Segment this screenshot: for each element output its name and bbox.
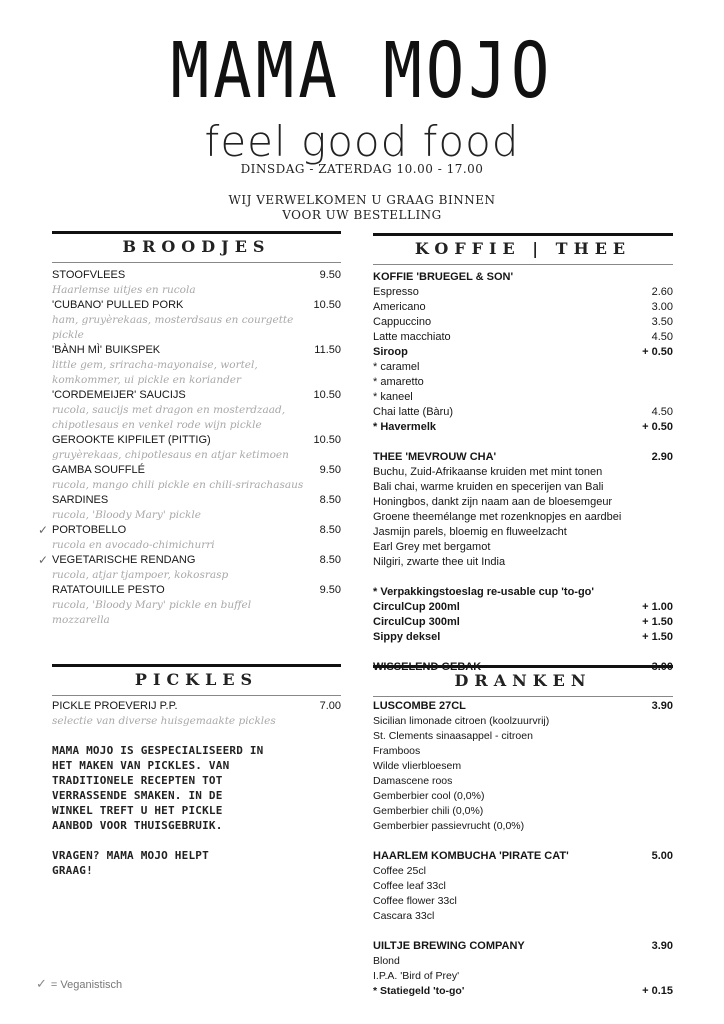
item-name: Cascara 33cl — [373, 910, 435, 922]
item-name: STOOFVLEES — [52, 269, 126, 281]
item-price: 4.50 — [651, 331, 673, 343]
thee-item — [373, 495, 673, 510]
drank-item — [373, 729, 673, 744]
broodje-desc: mozzarella — [52, 614, 110, 626]
koffie-item — [373, 315, 673, 330]
broodje-desc: rucola, saucijs met dragon en mosterdzaad, — [52, 404, 286, 416]
drank-item — [373, 774, 673, 789]
item-price: 10.50 — [313, 389, 341, 401]
broodje-desc: little gem, sriracha-mayonaise, wortel, — [52, 359, 258, 371]
thee-heading: THEE 'MEVROUW CHA' 2.90 — [373, 451, 673, 463]
broodje-item — [52, 433, 341, 448]
koffie-item — [373, 330, 673, 345]
broodje-item — [52, 298, 341, 313]
cup-item — [373, 600, 673, 615]
pickle-text-line: AANBOD VOOR THUISGEBRUIK. — [52, 819, 223, 832]
siroop-option — [373, 375, 673, 390]
item-name: Cappuccino — [373, 316, 432, 328]
logo — [0, 26, 724, 164]
pickles-list — [52, 699, 341, 878]
koffie-heading: KOFFIE 'BRUEGEL & SON' — [373, 271, 514, 283]
item-name: 'CORDEMEIJER' SAUCIJS — [52, 389, 186, 401]
brand-tagline: feel good food — [204, 117, 520, 166]
item-name: CirculCup 200ml — [373, 601, 460, 613]
item-name: Buchu, Zuid-Afrikaanse kruiden met mint tonen — [373, 466, 603, 478]
item-price: 10.50 — [313, 299, 341, 311]
vegan-check-icon: ✓ — [38, 553, 49, 567]
cup-item — [373, 615, 673, 630]
vegan-legend-text: = Veganistisch — [50, 979, 123, 991]
pickle-text-line: VRAGEN? MAMA MOJO HELPT — [52, 849, 209, 862]
item-name: Jasmijn parels, bloemig en fluweelzacht — [373, 526, 567, 538]
item-name: Groene theemélange met rozenknopjes en aardbei — [373, 511, 622, 523]
dranken-title: DRANKEN — [373, 665, 673, 697]
welcome-line-2: VOOR UW BESTELLING — [282, 208, 442, 222]
drank-item — [373, 819, 673, 834]
thee-item — [373, 525, 673, 540]
opening-hours: DINSDAG - ZATERDAG 10.00 - 17.00 — [240, 162, 484, 176]
broodje-item — [52, 388, 341, 403]
thee-item — [373, 465, 673, 480]
koffie-thee-list — [373, 270, 673, 675]
pickle-text-line: HET MAKEN VAN PICKLES. VAN — [52, 759, 230, 772]
item-name: St. Clements sinaasappel - citroen — [373, 730, 533, 742]
item-name: Latte macchiato — [373, 331, 451, 343]
pickle-questions-text — [52, 848, 341, 878]
siroop-row: Siroop + 0.50 — [373, 346, 673, 358]
item-name: Americano — [373, 301, 426, 313]
item-name: 'CUBANO' PULLED PORK — [52, 299, 184, 311]
broodje-desc: rucola, 'Bloody Mary' pickle en buffel — [52, 599, 252, 611]
drank-item — [373, 954, 673, 969]
item-name: Espresso — [373, 286, 419, 298]
thee-item — [373, 540, 673, 555]
item-price: 3.50 — [651, 316, 673, 328]
siroop-option — [373, 360, 673, 375]
item-name: * kaneel — [373, 391, 413, 403]
koffie-item — [373, 285, 673, 300]
broodje-item — [52, 583, 341, 598]
broodje-desc: Haarlemse uitjes en rucola — [52, 284, 196, 296]
drank-item — [373, 714, 673, 729]
broodje-item — [52, 268, 341, 283]
broodjes-title: BROODJES — [52, 231, 341, 263]
item-name: * caramel — [373, 361, 420, 373]
item-name: CirculCup 300ml — [373, 616, 460, 628]
broodje-desc: chipotlesaus en venkel rode wijn pickle — [52, 419, 262, 431]
broodje-item — [52, 493, 341, 508]
item-name: Wilde vlierbloesem — [373, 760, 462, 772]
item-price: 3.00 — [651, 301, 673, 313]
item-name: Nilgiri, zwarte thee uit India — [373, 556, 506, 568]
luscombe-heading: LUSCOMBE 27CL 3.90 — [373, 700, 673, 712]
item-name: Sicilian limonade citroen (koolzuurvrij) — [373, 715, 550, 727]
koffie-item — [373, 300, 673, 315]
item-name: * amaretto — [373, 376, 424, 388]
thee-item — [373, 480, 673, 495]
vegan-legend — [36, 976, 122, 992]
drank-item — [373, 804, 673, 819]
item-name: Bali chai, warme kruiden en specerijen van Bali — [373, 481, 604, 493]
pickle-item: PICKLE PROEVERIJ P.P. 7.00 — [52, 700, 341, 712]
welcome-line-1: WIJ VERWELKOMEN U GRAAG BINNEN — [228, 193, 496, 207]
broodje-desc: rucola, atjar tjampoer, kokosrasp — [52, 569, 229, 581]
item-name: 'BÀNH MÌ' BUIKSPEK — [52, 344, 161, 356]
item-price: 2.60 — [651, 286, 673, 298]
broodje-item — [38, 523, 341, 538]
item-price: + 1.50 — [642, 616, 673, 628]
item-name: RATATOUILLE PESTO — [52, 584, 165, 596]
statiegeld-row: * Statiegeld 'to-go' + 0.15 — [373, 985, 673, 997]
item-name: PORTOBELLO — [52, 524, 127, 536]
siroop-option — [373, 390, 673, 405]
item-price: + 1.50 — [642, 631, 673, 643]
item-name: Gemberbier passievrucht (0,0%) — [373, 820, 525, 832]
broodje-desc: rucola en avocado-chimichurri — [52, 539, 215, 551]
item-price: 11.50 — [314, 344, 341, 356]
pickle-info-text — [52, 743, 341, 833]
item-name: Blond — [373, 955, 400, 967]
item-price: 8.50 — [319, 554, 341, 566]
drank-item — [373, 909, 673, 924]
item-name: Framboos — [373, 745, 421, 757]
broodje-item — [38, 553, 341, 568]
dranken-list — [373, 699, 673, 999]
broodje-desc: rucola, mango chili pickle en chili-srirachasaus — [52, 479, 304, 491]
item-name: Sippy deksel — [373, 631, 441, 643]
gebak-row: WISSELEND GEBAK 3.00 — [373, 661, 673, 673]
item-price: 8.50 — [319, 524, 341, 536]
check-icon: ✓ — [36, 976, 47, 991]
item-name: I.P.A. 'Bird of Prey' — [373, 970, 460, 982]
pickle-text-line: GRAAG! — [52, 864, 93, 877]
welcome-message — [0, 193, 724, 223]
item-price: 9.50 — [319, 464, 341, 476]
item-name: Coffee leaf 33cl — [373, 880, 446, 892]
broodje-desc: pickle — [52, 329, 84, 341]
koffie-thee-title: KOFFIE | THEE — [373, 233, 673, 265]
item-name: GAMBA SOUFFLÉ — [52, 464, 145, 476]
item-price: 10.50 — [313, 434, 341, 446]
chai-row: Chai latte (Bàru) 4.50 — [373, 406, 673, 418]
pickle-text-line: TRADITIONELE RECEPTEN TOT — [52, 774, 223, 787]
drank-item — [373, 759, 673, 774]
pickles-title: PICKLES — [52, 664, 341, 696]
pickle-text-line: WINKEL TREFT U HET PICKLE — [52, 804, 223, 817]
item-name: Earl Grey met bergamot — [373, 541, 491, 553]
item-name: Honingbos, dankt zijn naam aan de bloesemgeur — [373, 496, 613, 508]
pickle-item-desc: selectie van diverse huisgemaakte pickles — [52, 715, 276, 727]
packaging-note: * Verpakkingstoeslag re-usable cup 'to-go' — [373, 586, 595, 598]
drank-item — [373, 894, 673, 909]
item-name: Gemberbier chili (0,0%) — [373, 805, 484, 817]
drank-item — [373, 879, 673, 894]
item-name: VEGETARISCHE RENDANG — [52, 554, 196, 566]
drank-item — [373, 744, 673, 759]
pickle-text-line: VERRASSENDE SMAKEN. IN DE — [52, 789, 223, 802]
vegan-check-icon: ✓ — [38, 523, 49, 537]
item-name: Coffee 25cl — [373, 865, 426, 877]
havermelk-row: * Havermelk + 0.50 — [373, 421, 673, 433]
item-name: GEROOKTE KIPFILET (PITTIG) — [52, 434, 211, 446]
drank-item — [373, 969, 673, 984]
drank-item — [373, 864, 673, 879]
broodje-item — [52, 463, 341, 478]
item-name: Coffee flower 33cl — [373, 895, 457, 907]
thee-item — [373, 510, 673, 525]
item-name: SARDINES — [52, 494, 109, 506]
broodje-desc: rucola, 'Bloody Mary' pickle — [52, 509, 201, 521]
broodje-desc: gruyèrekaas, chipotlesaus en atjar ketimoen — [52, 449, 289, 461]
broodje-desc: komkommer, ui pickle en koriander — [52, 374, 242, 386]
thee-item — [373, 555, 673, 570]
kombucha-heading: HAARLEM KOMBUCHA 'PIRATE CAT' 5.00 — [373, 850, 673, 862]
pickle-text-line: MAMA MOJO IS GESPECIALISEERD IN — [52, 744, 264, 757]
broodjes-list — [38, 268, 341, 628]
item-price: + 1.00 — [642, 601, 673, 613]
broodje-item — [52, 343, 341, 358]
drank-item — [373, 789, 673, 804]
uiltje-heading: UILTJE BREWING COMPANY 3.90 — [373, 940, 673, 952]
item-price: 9.50 — [319, 584, 341, 596]
broodje-desc: ham, gruyèrekaas, mosterdsaus en courgette — [52, 314, 294, 326]
item-price: 9.50 — [319, 269, 341, 281]
item-price: 8.50 — [319, 494, 341, 506]
item-name: Damascene roos — [373, 775, 453, 787]
item-name: Gemberbier cool (0,0%) — [373, 790, 485, 802]
brand-name: MAMA MOJO — [170, 27, 554, 117]
cup-item — [373, 630, 673, 645]
